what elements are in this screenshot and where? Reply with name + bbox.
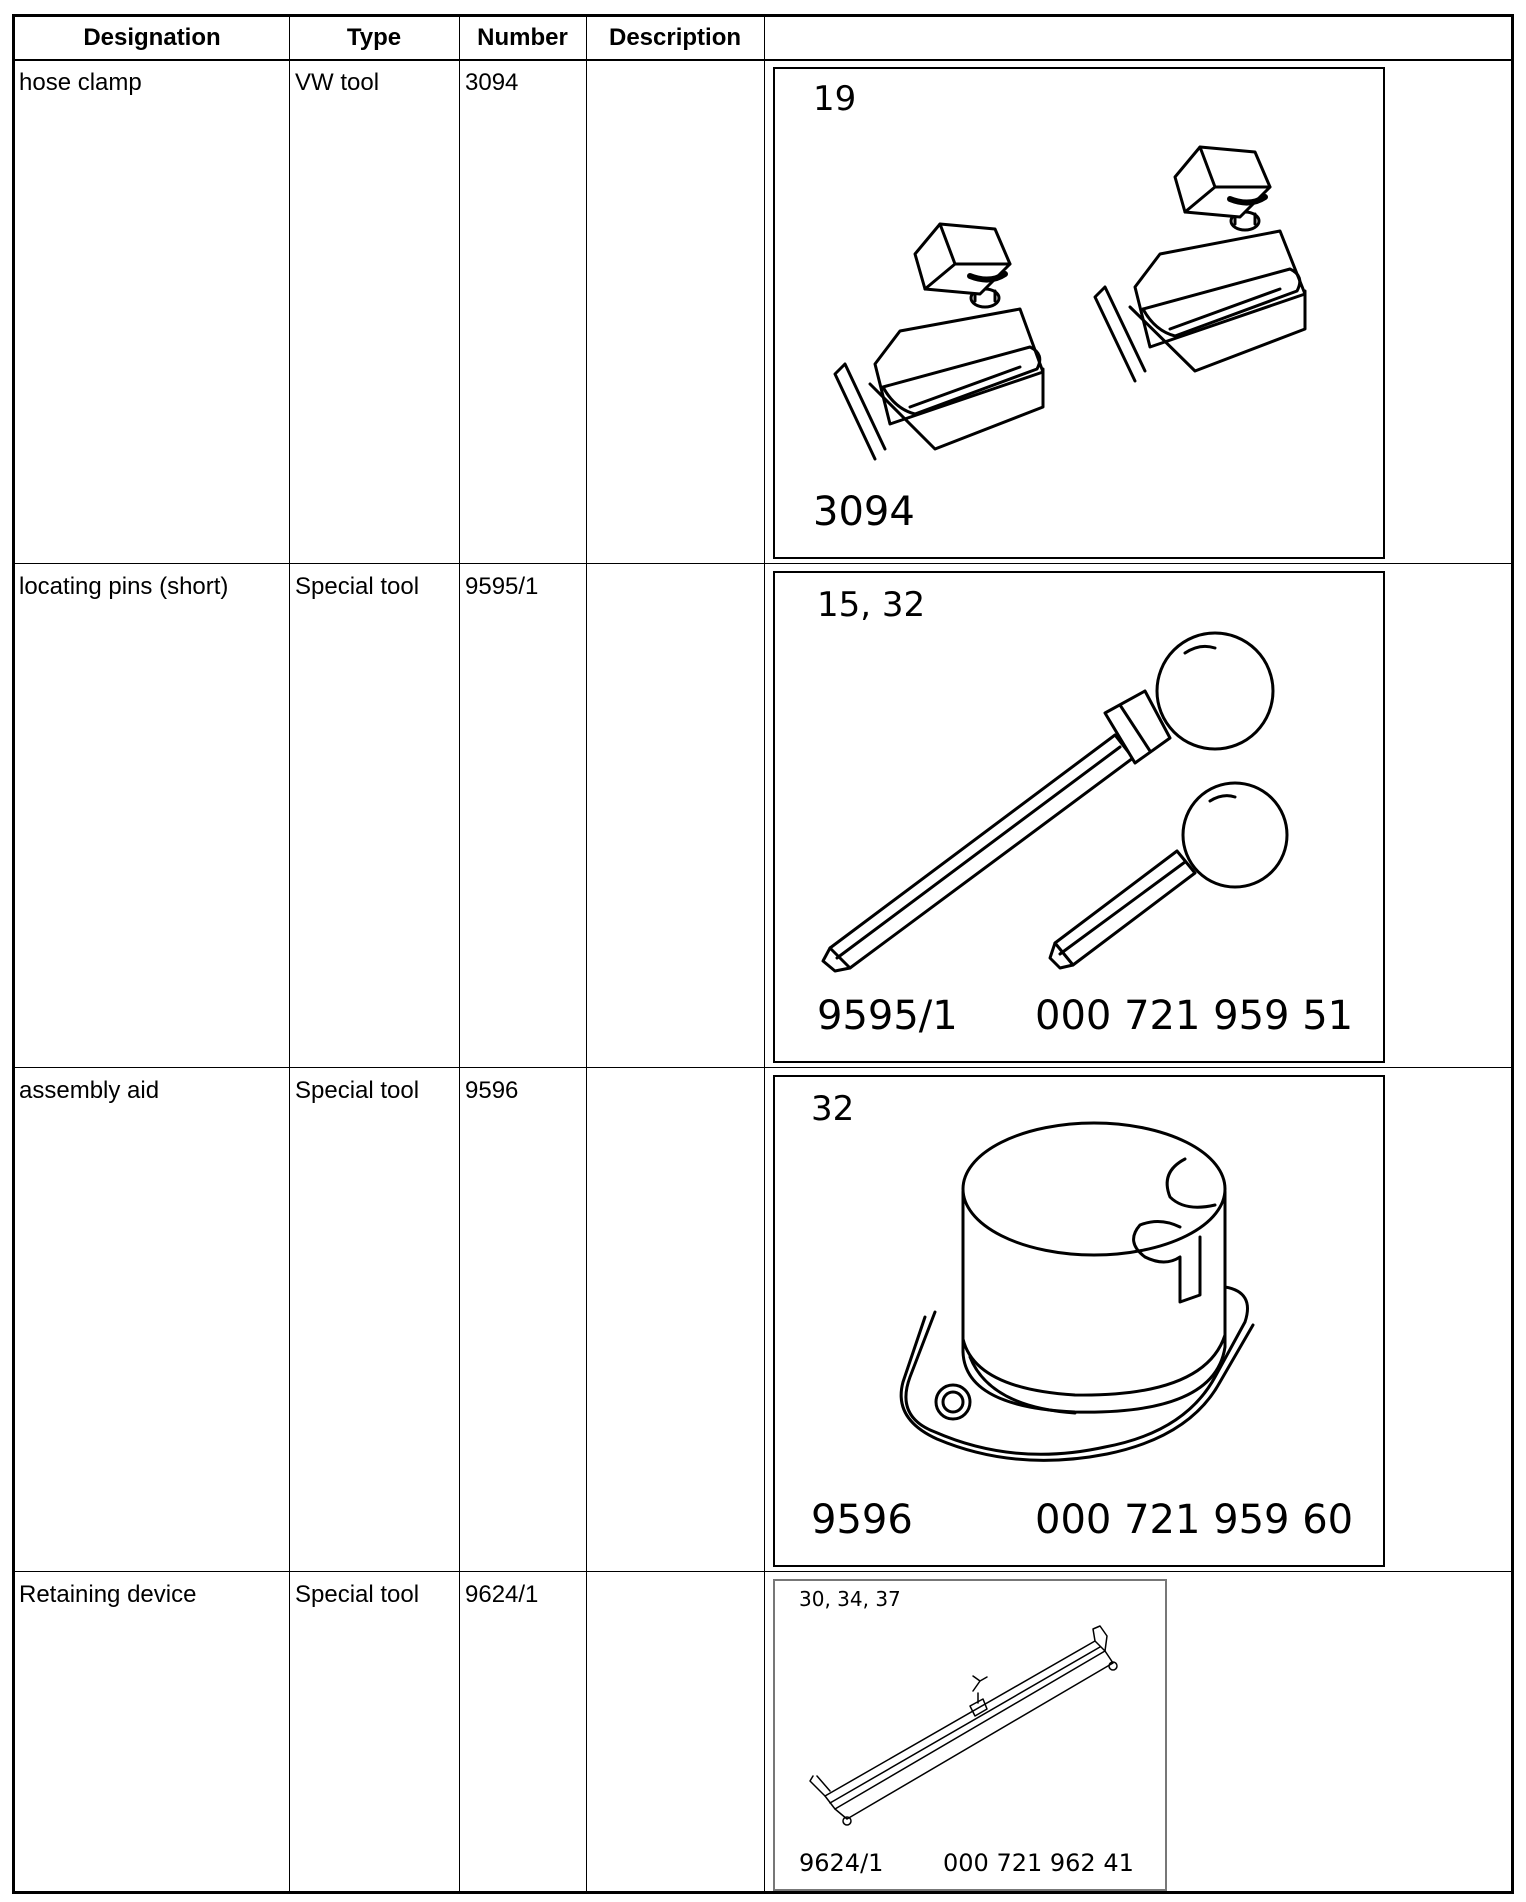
row-3-type: Special tool [295,1077,420,1104]
row-3-image-ref: 32 [811,1089,855,1129]
row-4-type: Special tool [295,1581,420,1608]
row-2-image-label-left: 9595/1 [817,993,958,1039]
row-4-image-label-left: 9624/1 [799,1849,884,1877]
retaining-device-icon [810,1626,1117,1825]
hose-clamp-left-icon [835,224,1043,459]
column-divider [764,17,765,1891]
tools-table [12,14,1514,1894]
header-designation: Designation [83,24,221,51]
row-1-image-label-left: 3094 [813,489,915,535]
row-2-designation: locating pins (short) [19,573,229,600]
row-4-number: 9624/1 [465,1581,539,1608]
hose-clamp-right-icon [1095,147,1305,381]
header-type: Type [346,24,402,51]
row-2-number: 9595/1 [465,573,539,600]
row-3-image-label-right: 000 721 959 60 [1035,1497,1354,1543]
header-illustration [764,17,1511,59]
retaining-device-illustration [773,1579,1167,1891]
row-1-type: VW tool [295,69,380,96]
row-divider [15,1571,1511,1572]
assembly-aid-icon [901,1123,1253,1460]
row-2-image-label-right: 000 721 959 51 [1035,993,1354,1039]
header-divider [15,59,1511,61]
short-locating-pin-icon [1050,783,1287,968]
row-4-designation: Retaining device [19,1581,197,1608]
hose-clamp-illustration [773,67,1385,559]
row-1-image-ref: 19 [813,79,857,119]
column-divider [586,17,587,1891]
header-description: Description [608,24,742,51]
row-4-image-label-right: 000 721 962 41 [943,1849,1134,1877]
row-3-designation: assembly aid [19,1077,160,1104]
locating-pins-illustration [773,571,1385,1063]
row-2-type: Special tool [295,573,420,600]
row-divider [15,563,1511,564]
row-2-image-ref: 15, 32 [817,585,926,625]
column-divider [459,17,460,1891]
row-3-number: 9596 [465,1077,519,1104]
row-divider [15,1067,1511,1068]
row-1-designation: hose clamp [19,69,142,96]
assembly-aid-illustration [773,1075,1385,1567]
row-3-image-label-left: 9596 [811,1497,913,1543]
header-number: Number [477,24,568,51]
column-divider [289,17,290,1891]
row-4-image-ref: 30, 34, 37 [799,1587,901,1611]
row-1-number: 3094 [465,69,519,96]
